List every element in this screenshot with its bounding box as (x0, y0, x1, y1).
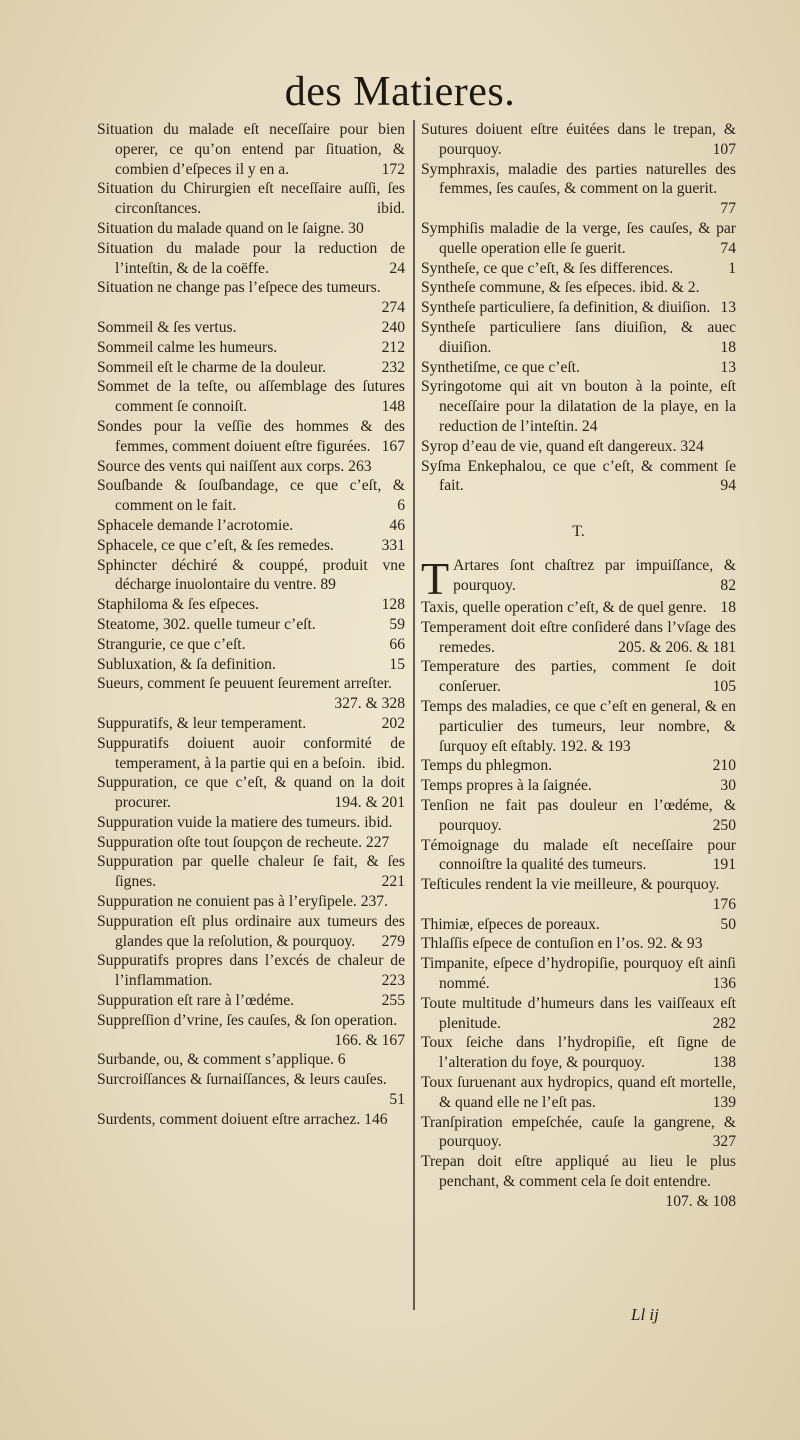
entry-page: 176 (712, 895, 736, 913)
entry-text: Toute multitude d’humeurs dans les vaiſſeaux eſt plenitude. (421, 994, 736, 1032)
index-entry (421, 1152, 736, 1211)
index-column-left (97, 120, 405, 1290)
entry-page: 331 (381, 536, 405, 554)
index-entry (421, 1073, 736, 1113)
entry-text: Suppuration oſte tout ſoupçon de recheute. 227 (97, 833, 390, 851)
entry-text: Thimiæ, eſpeces de poreaux. (421, 915, 600, 933)
entry-text: Trepan doit eſtre appliqué au lieu le plus penchant, & comment cela ſe doit entendre. (421, 1153, 736, 1191)
index-entry (97, 813, 405, 833)
drop-cap: T (421, 552, 450, 604)
index-entry (97, 476, 405, 516)
index-entry (421, 1113, 736, 1153)
entry-page: 13 (720, 299, 736, 317)
page-title: des Matieres. (284, 69, 516, 115)
index-entry (97, 714, 405, 734)
entry-page: 18 (720, 598, 736, 616)
entry-page: 105 (712, 678, 736, 696)
entry-page: 15 (389, 655, 405, 673)
index-entry (421, 120, 736, 160)
entry-page: 51 (389, 1091, 405, 1109)
entry-text: Surdents, comment doiuent eſtre arrachez. 146 (97, 1110, 388, 1128)
entry-text: Symphraxis, maladie des parties naturelles des femmes, ſes cauſes, & comment on la guerit. (421, 160, 736, 198)
entry-text: Tenſion ne fait pas douleur en l’œdéme, & pourquoy. (421, 796, 736, 834)
entry-text: Sphacele, ce que c’eſt, & ſes remedes. (97, 536, 334, 554)
index-entry (97, 377, 405, 417)
index-entry (97, 179, 405, 219)
entry-page: 223 (381, 972, 405, 990)
index-entry (421, 278, 736, 298)
letter-heading: T. (572, 523, 585, 541)
index-entry (97, 338, 405, 358)
entry-text: Suppuration vuide la matiere des tumeurs. ibid. (97, 813, 393, 831)
entry-page: 82 (720, 576, 736, 594)
index-entry (97, 635, 405, 655)
entry-page: 24 (389, 259, 405, 277)
entry-text: Suppuratifs propres dans l’excés de chaleur de l’inflammation. (97, 952, 405, 990)
index-entry-first-t (421, 552, 736, 604)
index-entry (97, 358, 405, 378)
entry-page: 202 (381, 714, 405, 732)
index-entry (421, 1033, 736, 1073)
entry-text: Situation du Chirurgien eſt neceſſaire auſſi, ſes circonſtances. (97, 180, 405, 218)
index-entry (97, 951, 405, 991)
entry-page: 282 (712, 1014, 736, 1032)
index-entry (421, 756, 736, 776)
entry-text: Synthetiſme, ce que c’eſt. (421, 358, 580, 376)
entry-page: 255 (381, 992, 405, 1010)
entry-page: 139 (712, 1093, 736, 1111)
entry-text: Situation ne change pas l’eſpece des tumeurs. (97, 279, 381, 297)
index-entry (421, 934, 736, 954)
entry-text: Temps des maladies, ce que c’eſt en general, & en particulier des tumeurs, leur nombre, & ſurquoy eſt eſtably. 192. & 193 (421, 697, 736, 755)
entry-text: Temps propres à la ſaignée. (421, 777, 592, 795)
index-entry (97, 773, 405, 813)
index-entry (97, 852, 405, 892)
index-entry (97, 219, 405, 239)
index-entry (421, 836, 736, 876)
index-entry (97, 615, 405, 635)
entry-text: Témoignage du malade eſt neceſſaire pour connoiſtre la qualité des tumeurs. (421, 836, 736, 874)
entries-t (421, 598, 736, 1212)
entry-page: 50 (720, 915, 736, 933)
index-entry (97, 318, 405, 338)
index-entry (97, 1070, 405, 1110)
index-column-right (421, 120, 736, 1290)
entry-text: Toux ſuruenant aux hydropics, quand eſt mortelle, & quand elle ne l’eſt pas. (421, 1074, 736, 1111)
entry-text: Sutures doiuent eſtre éuitées dans le trepan, & pourquoy. (421, 121, 736, 158)
entry-page: 30 (720, 777, 736, 795)
entry-page: 205. & 206. & 181 (618, 638, 736, 656)
index-entry (97, 833, 405, 853)
entry-text: Temperament doit eſtre conſideré dans l’vſage des remedes. (421, 618, 736, 656)
entry-text: Souſbande & ſouſbandage, ce que c’eſt, & comment on le fait. (97, 477, 405, 515)
entry-text: Thlaſſis eſpece de contuſion en l’os. 92. & 93 (421, 935, 703, 953)
signature-mark: Ll ij (631, 1305, 659, 1324)
entry-page: 327 (712, 1133, 736, 1151)
entry-page: 18 (720, 338, 736, 356)
index-entry (421, 219, 736, 259)
entry-page: ibid. (376, 754, 405, 772)
index-entry (421, 657, 736, 697)
entry-text: Sueurs, comment ſe peuuent ſeurement arreſter. (97, 675, 392, 693)
entry-page: 94 (720, 477, 736, 495)
entry-page: 59 (389, 615, 405, 633)
entries-s-continued (421, 120, 736, 496)
entry-page: 172 (381, 160, 405, 178)
index-entry (421, 796, 736, 836)
entry-text: Symphiſis maladie de la verge, ſes cauſes, & par quelle operation elle ſe guerit. (421, 219, 736, 257)
entry-text: Suppuratifs, & leur temperament. (97, 714, 307, 732)
index-entry (421, 875, 736, 915)
entry-text: Syntheſe commune, & ſes eſpeces. ibid. & 2. (421, 279, 700, 297)
index-entry (97, 1011, 405, 1051)
entry-page: 191 (712, 856, 736, 874)
entry-text: Syntheſe particuliere ſans diuiſion, & auec diuiſion. (421, 318, 736, 356)
entry-page: 148 (381, 398, 405, 416)
entry-text: Syringotome qui ait vn bouton à la pointe, eſt neceſſaire pour la dilatation de la playe, en la reduction de l’inteſtin. 24 (421, 378, 736, 435)
index-entry (421, 618, 736, 658)
entry-text: Syntheſe particuliere, ſa definition, & diuiſion. (421, 299, 711, 317)
entry-text: Sommeil eſt le charme de la douleur. (97, 358, 327, 376)
entry-text: Syntheſe, ce que c’eſt, & ſes differences. (421, 259, 674, 277)
entry-page: 128 (381, 596, 405, 614)
entry-page: 107 (712, 140, 736, 158)
entry-page: ibid. (376, 200, 405, 218)
entry-text: Sommeil calme les humeurs. (97, 338, 278, 356)
index-entry (421, 954, 736, 994)
entry-text: Temps du phlegmon. (421, 757, 553, 775)
entry-page: 194. & 201 (334, 794, 405, 812)
column-divider (413, 120, 415, 1310)
entry-text: Syſma Enkephalou, ce que c’eſt, & comment ſe fait. (421, 457, 736, 495)
entry-text: Taxis, quelle operation c’eſt, & de quel genre. (421, 598, 707, 616)
index-entry (421, 598, 736, 618)
entry-text: Syrop d’eau de vie, quand eſt dangereux. 324 (421, 437, 704, 455)
entry-text: Steatome, 302. quelle tumeur c’eſt. (97, 615, 316, 633)
entry-text: Toux ſeiche dans l’hydropiſie, eſt ſigne de l’alteration du foye, & pourquoy. (421, 1034, 736, 1072)
entry-page: 221 (381, 873, 405, 891)
entry-text: Sommeil & ſes vertus. (97, 318, 237, 336)
index-entry (421, 358, 736, 378)
entry-page: 6 (397, 497, 405, 515)
entry-page: 13 (720, 358, 736, 376)
entry-text: Situation du malade eſt neceſſaire pour bien operer, ce qu’on entend par ſituation, & combien d’eſpeces il y en a. (97, 121, 405, 178)
entry-page: 167 (381, 437, 405, 455)
entry-page: 74 (720, 239, 736, 257)
index-entry (97, 1110, 405, 1130)
entry-page: 46 (389, 516, 405, 534)
index-entry (97, 120, 405, 179)
index-entry (421, 457, 736, 497)
entry-page: 138 (712, 1054, 736, 1072)
entry-page: 210 (712, 757, 736, 775)
index-entry (97, 556, 405, 596)
index-entry (97, 991, 405, 1011)
entry-text: Temperature des parties, comment ſe doit conſeruer. (421, 658, 736, 696)
index-entry (421, 377, 736, 436)
entry-text: Suppreſſion d’vrine, ſes cauſes, & ſon operation. (97, 1011, 398, 1029)
entry-text: Source des vents qui naiſſent aux corps. 263 (97, 457, 372, 475)
index-entry (97, 278, 405, 318)
entry-page: 166. & 167 (334, 1031, 405, 1049)
index-entry (97, 417, 405, 457)
entry-text: Suppuratifs doiuent auoir conformité de temperament, à la partie qui en a beſoin. (97, 734, 405, 772)
entry-text: Teſticules rendent la vie meilleure, & pourquoy. (421, 876, 720, 894)
entry-text: Situation du malade pour la reduction de l’inteſtin, & de la coëffe. (97, 239, 405, 277)
index-entry (421, 160, 736, 219)
entry-page: 327. & 328 (334, 695, 405, 713)
index-entry (97, 595, 405, 615)
entry-page: 279 (381, 932, 405, 950)
entry-text: Staphiloma & ſes eſpeces. (97, 596, 259, 614)
index-entry (97, 734, 405, 774)
index-entry (421, 697, 736, 756)
index-entry (97, 516, 405, 536)
index-entry (97, 239, 405, 279)
index-entry (421, 776, 736, 796)
entry-page: 232 (381, 358, 405, 376)
entry-text: Sphacele demande l’acrotomie. (97, 516, 294, 534)
index-entry (421, 994, 736, 1034)
index-entry (97, 674, 405, 714)
entry-text: Sondes pour la veſſie des hommes & des femmes, comment doiuent eſtre figurées. (97, 417, 405, 455)
entry-text: Sommet de la teſte, ou aſſemblage des ſutures comment ſe connoiſt. (97, 378, 405, 416)
entry-text: Subluxation, & ſa definition. (97, 655, 276, 673)
entry-text: Situation du malade quand on le ſaigne. 30 (97, 219, 364, 237)
entry-page: 240 (381, 318, 405, 336)
entry-text: Suppuration, ce que c’eſt, & quand on la doit procurer. (97, 774, 405, 812)
index-entry (421, 915, 736, 935)
index-entry (421, 437, 736, 457)
entry-text: Suppuration ne conuient pas à l’eryſipele. 237. (97, 893, 389, 911)
index-entry (421, 318, 736, 358)
index-entry (97, 892, 405, 912)
entry-text: Surbande, ou, & comment s’applique. 6 (97, 1051, 346, 1069)
entry-text: Sphincter déchiré & couppé, produit vne décharge inuolontaire du ventre. 89 (97, 556, 405, 594)
index-entry (421, 298, 736, 318)
entry-text: Suppuration par quelle chaleur ſe fait, & ſes ſignes. (97, 853, 405, 891)
index-entry (421, 259, 736, 279)
entry-text: Strangurie, ce que c’eſt. (97, 635, 246, 653)
entry-page: 250 (712, 816, 736, 834)
entry-page: 1 (728, 259, 736, 277)
entry-page: 77 (720, 200, 736, 218)
entry-page: 212 (381, 338, 405, 356)
index-entry (97, 536, 405, 556)
entry-page: 136 (712, 975, 736, 993)
index-entry (97, 1050, 405, 1070)
entry-text: Timpanite, eſpece d’hydropiſie, pourquoy eſt ainſi nommé. (421, 955, 736, 993)
entry-text: Suppuration eſt plus ordinaire aux tumeurs des glandes que la reſolution, & pourquoy. (97, 912, 405, 950)
entry-text: Suppuration eſt rare à l’œdéme. (97, 992, 295, 1010)
index-entry (97, 912, 405, 952)
entry-text: Artares ſont chaſtrez par impuiſſance, & pourquoy. (453, 556, 736, 594)
entry-text: Surcroiſſances & ſurnaiſſances, & leurs cauſes. (97, 1071, 387, 1089)
entry-text: Tranſpiration empeſchée, cauſe la gangrene, & pourquoy. (421, 1113, 736, 1151)
entry-page: 107. & 108 (665, 1192, 736, 1210)
index-entry (97, 655, 405, 675)
index-entry (97, 457, 405, 477)
entry-page: 274 (381, 299, 405, 317)
entry-page: 66 (389, 635, 405, 653)
